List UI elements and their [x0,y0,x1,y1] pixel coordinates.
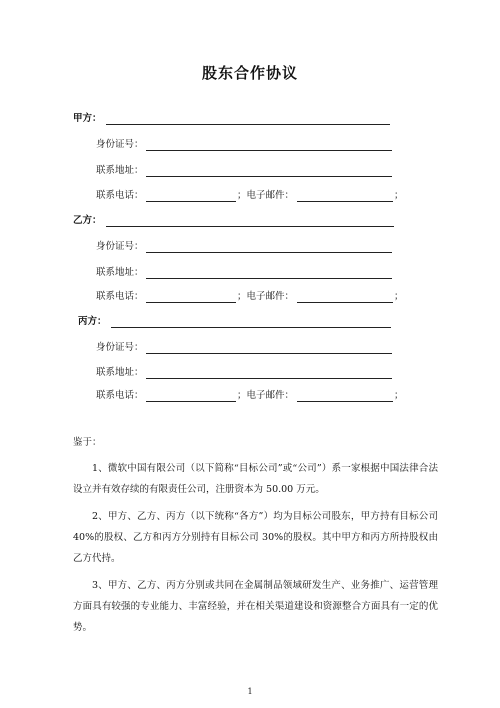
party-b-name-field[interactable] [106,215,394,227]
party-a-address-label: 联系地址： [96,165,144,176]
party-b-email-label: ；电子邮件： [237,291,295,302]
party-a-name-field[interactable] [106,113,390,125]
party-c-end-sep: ； [394,390,404,401]
document-title: 股东合作协议 [201,64,298,82]
party-a-label: 甲方： [73,113,102,124]
page-number: 1 [247,687,253,696]
clause-2-text: 2、甲方、乙方、丙方（以下统称“各方”）均为目标公司股东，甲方持有目标公司 40%的股权、乙方和丙方分别持有目标公司 30%的股权。其中甲方和丙方所持股权由乙方代持。 [73,511,438,564]
clause-3 [73,575,438,638]
party-c-email-label: ；电子邮件： [237,390,295,401]
party-b-id-field[interactable] [146,241,392,253]
clause-1-text: 1、微软中国有限公司（以下简称“目标公司”或“公司”）系一家根据中国法律合法设立并有效存续的有限责任公司，注册资本为 50.00 万元。 [73,463,438,495]
party-b-address-field[interactable] [146,267,392,279]
party-a-email-label: ；电子邮件： [237,190,295,201]
party-c-address-field[interactable] [146,367,392,379]
party-c-id-field[interactable] [146,342,392,354]
whereas-label: 鉴于： [73,437,102,448]
party-c-id-label: 身份证号： [96,342,144,353]
party-b-end-sep: ； [394,291,404,302]
party-b-address-label: 联系地址： [96,267,144,278]
party-a-end-sep: ； [394,190,404,201]
party-a-id-field[interactable] [146,139,392,151]
clause-3-text: 3、甲方、乙方、丙方分别或共同在金属制品领域研发生产、业务推广、运营管理方面具有较强的专业能力、丰富经验，并在相关渠道建设和资源整合方面具有一定的优势。 [73,580,438,633]
party-a-id-label: 身份证号： [96,139,144,150]
party-c-address-label: 联系地址： [96,367,144,378]
party-c-label: 丙方： [78,316,107,327]
clause-2 [73,506,438,569]
party-b-phone-label: 联系电话： [96,291,144,302]
party-b-label: 乙方： [73,215,102,226]
party-a-email-field[interactable] [297,190,393,202]
clause-1 [73,458,438,500]
party-a-address-field[interactable] [146,165,392,177]
party-c-name-field[interactable] [111,316,391,328]
party-b-email-field[interactable] [297,291,393,303]
party-a-phone-label: 联系电话： [96,190,144,201]
party-c-phone-field[interactable] [146,390,236,402]
party-c-email-field[interactable] [297,390,393,402]
party-a-phone-field[interactable] [146,190,236,202]
party-c-phone-label: 联系电话： [96,390,144,401]
party-b-id-label: 身份证号： [96,241,144,252]
party-b-phone-field[interactable] [146,291,236,303]
